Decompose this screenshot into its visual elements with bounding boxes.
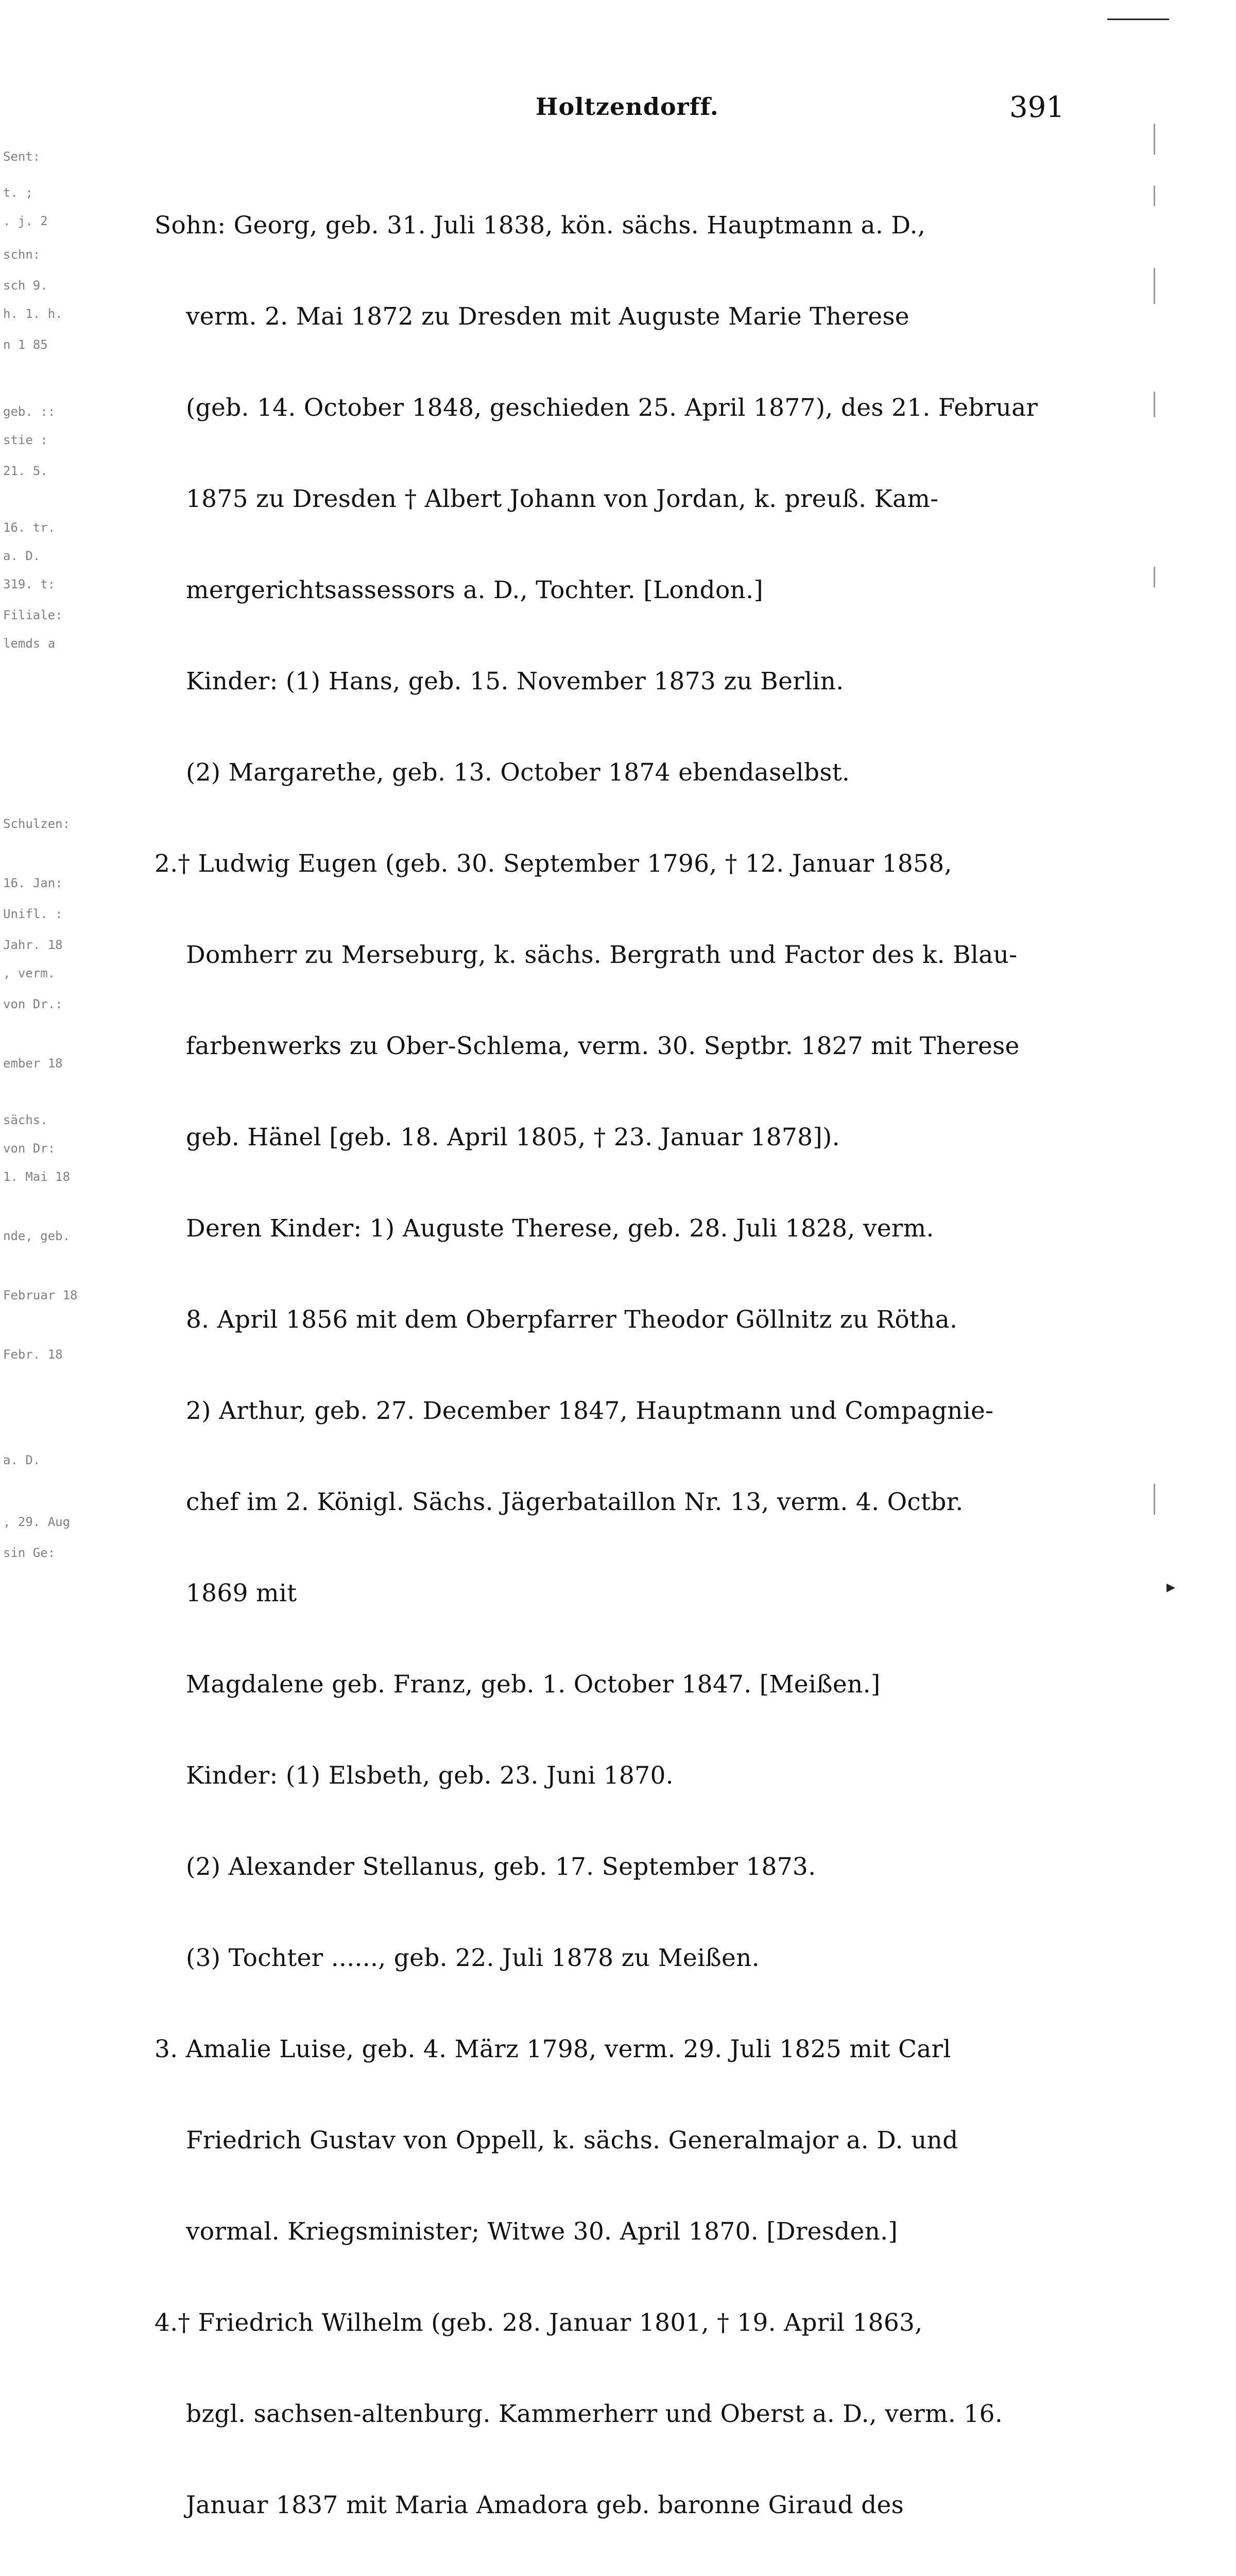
margin-fragment: Sent: <box>3 149 41 164</box>
margin-tick <box>1154 185 1155 206</box>
margin-fragment: 1. Mai 18 <box>3 1170 71 1184</box>
text-line: 2) Arthur, geb. 27. December 1847, Hauptmann und Compagnie- <box>154 1397 994 1425</box>
text-line: 4.† Friedrich Wilhelm (geb. 28. Januar 1801, † 19. April 1863, <box>154 2309 923 2337</box>
margin-fragment: nde, geb. <box>3 1229 71 1243</box>
text-line: Januar 1837 mit Maria Amadora geb. baronne Giraud des <box>154 2491 904 2519</box>
text-line: Kinder: (1) Hans, geb. 15. November 1873 zu Berlin. <box>154 667 844 696</box>
text-line: Deren Kinder: 1) Auguste Therese, geb. 28. Juli 1828, verm. <box>154 1214 934 1243</box>
text-line: (2) Alexander Stellanus, geb. 17. September 1873. <box>154 1853 816 1881</box>
text-line: (3) Tochter ......, geb. 22. Juli 1878 zu Meißen. <box>154 1944 760 1972</box>
margin-tick <box>1154 1484 1155 1515</box>
page-number: 391 <box>1009 91 1065 124</box>
margin-fragment: h. 1. h. <box>3 307 63 321</box>
margin-fragment: , 29. Aug <box>3 1515 71 1529</box>
margin-fragment: von Dr.: <box>3 997 63 1011</box>
margin-fragment: geb. :: <box>3 404 56 419</box>
margin-fragment: Unifl. : <box>3 907 63 921</box>
text-line: geb. Hänel [geb. 18. April 1805, † 23. Januar 1878]). <box>154 1123 840 1151</box>
margin-tick <box>1154 567 1155 587</box>
margin-tick <box>1154 268 1155 304</box>
margin-fragment: a. D. <box>3 549 41 563</box>
margin-tick <box>1154 124 1155 155</box>
right-margin-ticks <box>1148 0 1164 1649</box>
margin-fragment: 16. Jan: <box>3 876 63 890</box>
margin-fragment: Febr. 18 <box>3 1347 63 1362</box>
text-line: mergerichtsassessors a. D., Tochter. [London.] <box>154 576 763 604</box>
margin-fragment: t. ; <box>3 185 33 200</box>
text-line: Domherr zu Merseburg, k. sächs. Bergrath und Factor des k. Blau- <box>154 941 1018 969</box>
text-line: vormal. Kriegsminister; Witwe 30. April 1870. [Dresden.] <box>154 2217 898 2246</box>
margin-fragment: sch 9. <box>3 278 48 293</box>
corner-mark-icon: ▸ <box>1166 1577 1176 1597</box>
text-line: verm. 2. Mai 1872 zu Dresden mit Auguste Marie Therese <box>154 302 909 331</box>
text-line: 8. April 1856 mit dem Oberpfarrer Theodor Göllnitz zu Rötha. <box>154 1306 958 1334</box>
margin-fragment: lemds a <box>3 636 56 651</box>
margin-fragment: , verm. <box>3 966 56 980</box>
text-line: 1875 zu Dresden † Albert Johann von Jordan, k. preuß. Kam- <box>154 485 939 513</box>
margin-fragment: schn: <box>3 247 41 262</box>
margin-fragment: stie : <box>3 433 48 447</box>
text-line: Kinder: (1) Elsbeth, geb. 23. Juni 1870. <box>154 1761 674 1790</box>
text-line: 2.† Ludwig Eugen (geb. 30. September 1796, † 12. Januar 1858, <box>154 850 952 878</box>
running-head: Holtzendorff. <box>536 93 719 121</box>
text-line: Magdalene geb. Franz, geb. 1. October 1847. [Meißen.] <box>154 1670 881 1699</box>
margin-fragment: Schulzen: <box>3 817 71 831</box>
text-line: Friedrich Gustav von Oppell, k. sächs. Generalmajor a. D. und <box>154 2126 958 2155</box>
margin-fragment: 16. tr. <box>3 520 56 535</box>
margin-fragment: a. D. <box>3 1453 41 1467</box>
margin-fragment: Februar 18 <box>3 1288 78 1302</box>
margin-fragment: 319. t: <box>3 577 56 591</box>
text-line: 1869 mit <box>154 1579 297 1607</box>
margin-tick <box>1154 392 1155 417</box>
text-line: farbenwerks zu Ober-Schlema, verm. 30. Septbr. 1827 mit Therese <box>154 1032 1020 1060</box>
margin-fragment: 21. 5. <box>3 464 48 478</box>
text-line: 3. Amalie Luise, geb. 4. März 1798, verm. 29. Juli 1825 mit Carl <box>154 2035 951 2063</box>
left-margin-bleed <box>0 129 78 1571</box>
margin-fragment: Jahr. 18 <box>3 938 63 952</box>
entry-text <box>154 149 1082 2576</box>
margin-fragment: . j. 2 <box>3 214 48 228</box>
margin-fragment: sin Ge: <box>3 1546 56 1560</box>
text-line: (geb. 14. October 1848, geschieden 25. April 1877), des 21. Februar <box>154 394 1038 422</box>
text-line: bzgl. sachsen-altenburg. Kammerherr und Oberst a. D., verm. 16. <box>154 2400 1003 2428</box>
margin-fragment: Filiale: <box>3 608 63 622</box>
text-line: chef im 2. Königl. Sächs. Jägerbataillon Nr. 13, verm. 4. Octbr. <box>154 1488 964 1516</box>
margin-fragment: sächs. <box>3 1113 48 1127</box>
text-line: Sohn: Georg, geb. 31. Juli 1838, kön. sächs. Hauptmann a. D., <box>154 211 926 240</box>
text-line: (2) Margarethe, geb. 13. October 1874 ebendaselbst. <box>154 758 850 787</box>
margin-fragment: ember 18 <box>3 1056 63 1071</box>
margin-fragment: n 1 85 <box>3 337 48 352</box>
margin-fragment: von Dr: <box>3 1141 56 1156</box>
